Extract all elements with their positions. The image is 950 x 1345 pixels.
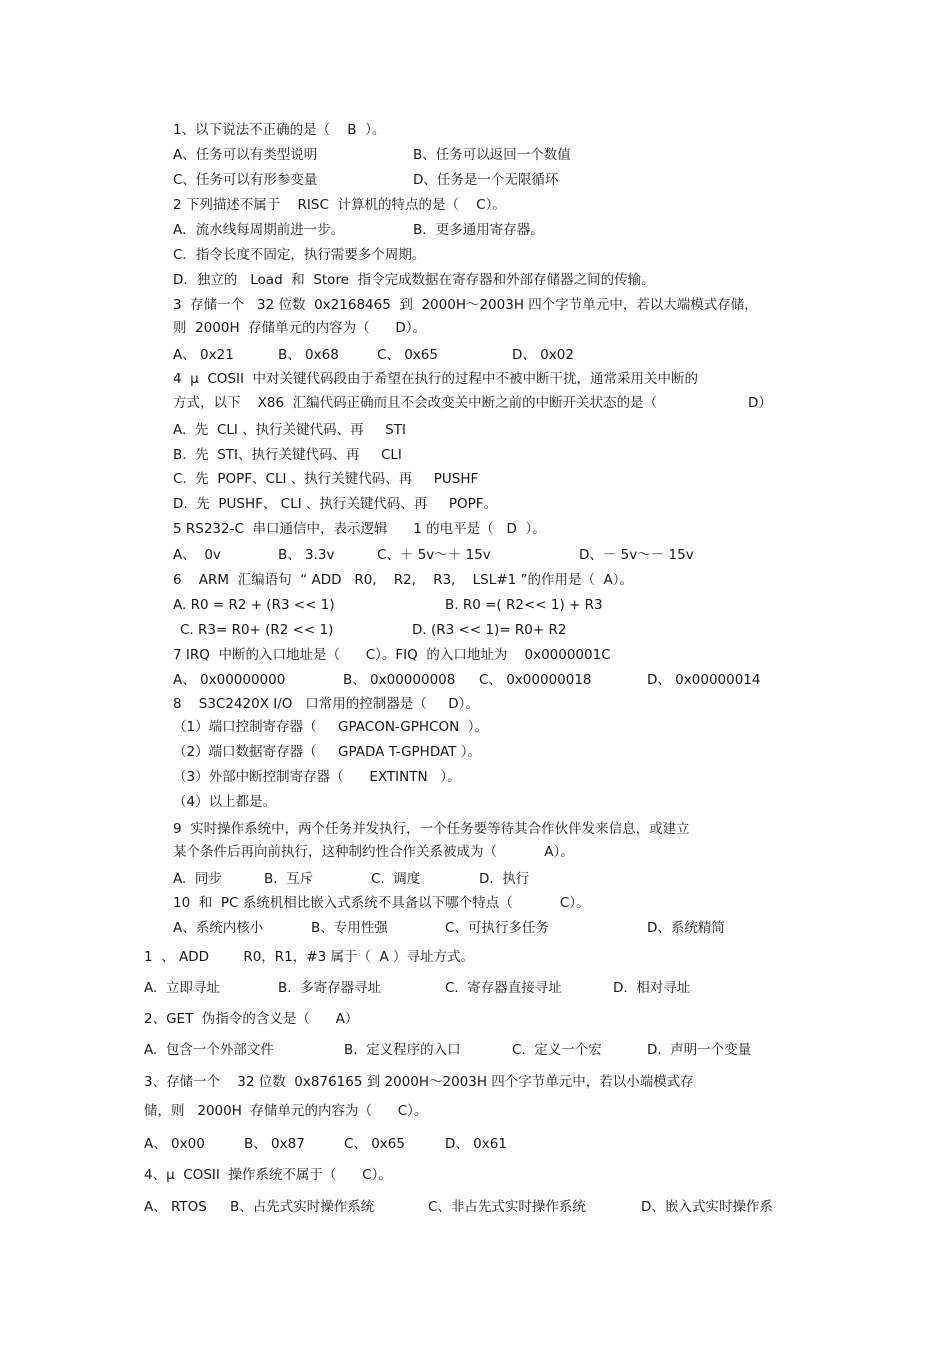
s1-q2-option-a: A．流水线每周期前进一步。 bbox=[173, 222, 345, 238]
s1-q5-option-d: D、－ 5v～－ 15v bbox=[579, 547, 694, 563]
s1-q3-stem-line2: 则 2000H 存储单元的内容为（ D）。 bbox=[173, 320, 427, 336]
s1-q6-option-c: C. R3= R0+ (R2 << 1) bbox=[180, 622, 334, 638]
s1-q6-option-a: A. R0 = R2 + (R3 << 1) bbox=[173, 597, 335, 613]
s1-q1-option-b: B、任务可以返回一个数值 bbox=[413, 147, 571, 163]
s1-q5-option-b: B、 3.3v bbox=[278, 547, 335, 563]
s1-q5-option-c: C、＋ 5v～＋ 15v bbox=[377, 547, 491, 563]
s1-q1-option-d: D、任务是一个无限循环 bbox=[413, 172, 559, 188]
s2-q1-option-a: A. 立即寻址 bbox=[144, 980, 220, 996]
s1-q5-stem: 5 RS232-C 串口通信中，表示逻辑 1 的电平是（ D ）。 bbox=[173, 521, 546, 537]
s1-q4-option-b: B. 先 STI、执行关键代码、再 CLI bbox=[173, 447, 402, 463]
s2-q2-option-a: A. 包含一个外部文件 bbox=[144, 1042, 274, 1058]
s2-q4-option-d: D、嵌入式实时操作系 bbox=[641, 1199, 773, 1215]
s1-q8-option-4: （4）以上都是。 bbox=[173, 794, 277, 810]
s1-q7-stem: 7 IRQ 中断的入口地址是（ C）。FIQ 的入口地址为 0x0000001C bbox=[173, 647, 611, 663]
s1-q1-option-c: C、任务可以有形参变量 bbox=[173, 172, 318, 188]
s2-q2-stem: 2、GET 伪指令的含义是（ A） bbox=[144, 1011, 359, 1027]
s2-q3-option-b: B、 0x87 bbox=[244, 1136, 305, 1152]
s1-q9-stem-line1: 9 实时操作系统中，两个任务并发执行，一个任务要等待其合作伙伴发来信息，或建立 bbox=[173, 821, 690, 837]
s1-q4-option-a: A. 先 CLI 、执行关键代码、再 STI bbox=[173, 422, 406, 438]
s1-q4-stem-line2: 方式，以下 X86 汇编代码正确而且不会改变关中断之前的中断开关状态的是（ bbox=[173, 395, 658, 411]
s1-q5-option-a: A、 0v bbox=[173, 547, 221, 563]
s2-q1-option-b: B. 多寄存器寻址 bbox=[278, 980, 382, 996]
s2-q2-option-c: C. 定义一个宏 bbox=[512, 1042, 602, 1058]
s1-q9-option-a: A. 同步 bbox=[173, 871, 222, 887]
s1-q1-option-a: A、任务可以有类型说明 bbox=[173, 147, 318, 163]
s2-q3-option-d: D、 0x61 bbox=[445, 1136, 507, 1152]
s1-q6-option-d: D. (R3 << 1)= R0+ R2 bbox=[412, 622, 567, 638]
s1-q2-option-b: B．更多通用寄存器。 bbox=[413, 222, 544, 238]
s1-q4-answer: D） bbox=[748, 395, 772, 411]
s2-q4-option-a: A、 RTOS bbox=[144, 1199, 207, 1215]
s1-q7-option-a: A、 0x00000000 bbox=[173, 672, 286, 688]
s2-q4-option-c: C、非占先式实时操作系统 bbox=[428, 1199, 586, 1215]
s2-q3-stem-line1: 3、存储一个 32 位数 0x876165 到 2000H～2003H 四个字节单元中，若以小端模式存 bbox=[144, 1074, 694, 1090]
s2-q4-stem: 4、μ COSII 操作系统不属于（ C）。 bbox=[144, 1167, 392, 1183]
s1-q8-option-2: （2）端口数据寄存器（ GPADA T-GPHDAT ）。 bbox=[173, 744, 481, 760]
s1-q4-option-c: C. 先 POPF、CLI 、执行关键代码、再 PUSHF bbox=[173, 471, 479, 487]
s1-q9-stem-line2: 某个条件后再向前执行，这种制约性合作关系被成为（ A）。 bbox=[173, 844, 574, 860]
s2-q4-option-b: B、占先式实时操作系统 bbox=[230, 1199, 375, 1215]
s1-q6-option-b: B. R0 =( R2<< 1) + R3 bbox=[445, 597, 603, 613]
s1-q4-stem-line1: 4 μ COSII 中对关键代码段由于希望在执行的过程中不被中断干扰，通常采用关中断的 bbox=[173, 371, 699, 387]
s2-q3-option-a: A、 0x00 bbox=[144, 1136, 205, 1152]
s1-q8-option-3: （3）外部中断控制寄存器（ EXTINTN ）。 bbox=[173, 769, 461, 785]
s1-q7-option-c: C、 0x00000018 bbox=[479, 672, 592, 688]
s1-q7-option-b: B、 0x00000008 bbox=[343, 672, 456, 688]
s1-q10-stem: 10 和 PC 系统机相比嵌入式系统不具备以下哪个特点（ C）。 bbox=[173, 895, 590, 911]
s1-q8-option-1: （1）端口控制寄存器（ GPACON-GPHCON ）。 bbox=[173, 719, 489, 735]
s1-q10-option-c: C、可执行多任务 bbox=[445, 920, 549, 936]
s1-q10-option-b: B、专用性强 bbox=[311, 920, 388, 936]
s1-q9-option-b: B. 互斥 bbox=[264, 871, 314, 887]
s1-q3-option-c: C、 0x65 bbox=[377, 347, 438, 363]
s1-q2-option-c: C．指令长度不固定，执行需要多个周期。 bbox=[173, 247, 426, 263]
s1-q1-stem: 1、以下说法不正确的是（ B ）。 bbox=[173, 122, 386, 138]
s1-q3-stem-line1: 3 存储一个 32 位数 0x2168465 到 2000H～2003H 四个字节单元中，若以大端模式存储， bbox=[173, 297, 758, 313]
s2-q3-stem-line2: 储，则 2000H 存储单元的内容为（ C）。 bbox=[144, 1103, 428, 1119]
s1-q2-stem: 2 下列描述不属于 RISC 计算机的特点的是（ C）。 bbox=[173, 197, 506, 213]
s1-q9-option-d: D. 执行 bbox=[479, 871, 530, 887]
s1-q2-option-d: D．独立的 Load 和 Store 指令完成数据在寄存器和外部存储器之间的传输。 bbox=[173, 272, 655, 288]
s1-q10-option-a: A、系统内核小 bbox=[173, 920, 264, 936]
s2-q3-option-c: C、 0x65 bbox=[344, 1136, 405, 1152]
s1-q9-option-c: C. 调度 bbox=[371, 871, 421, 887]
s1-q4-option-d: D. 先 PUSHF、 CLI 、执行关键代码、再 POPF。 bbox=[173, 496, 497, 512]
s1-q3-option-d: D、 0x02 bbox=[512, 347, 574, 363]
s1-q8-stem: 8 S3C2420X I/O 口常用的控制器是（ D）。 bbox=[173, 696, 479, 712]
s2-q1-option-c: C. 寄存器直接寻址 bbox=[445, 980, 562, 996]
s2-q2-option-b: B. 定义程序的入口 bbox=[344, 1042, 461, 1058]
s1-q10-option-d: D、系统精简 bbox=[647, 920, 725, 936]
s1-q6-stem: 6 ARM 汇编语句 “ ADD R0, R2, R3, LSL#1 ”的作用是（ A）。 bbox=[173, 572, 634, 588]
s1-q3-option-a: A、 0x21 bbox=[173, 347, 234, 363]
s2-q1-option-d: D. 相对寻址 bbox=[613, 980, 691, 996]
s1-q7-option-d: D、 0x00000014 bbox=[647, 672, 761, 688]
s2-q1-stem: 1 、 ADD R0，R1，#3 属于（ A ）寻址方式。 bbox=[144, 949, 475, 965]
s1-q3-option-b: B、 0x68 bbox=[278, 347, 339, 363]
s2-q2-option-d: D. 声明一个变量 bbox=[647, 1042, 752, 1058]
